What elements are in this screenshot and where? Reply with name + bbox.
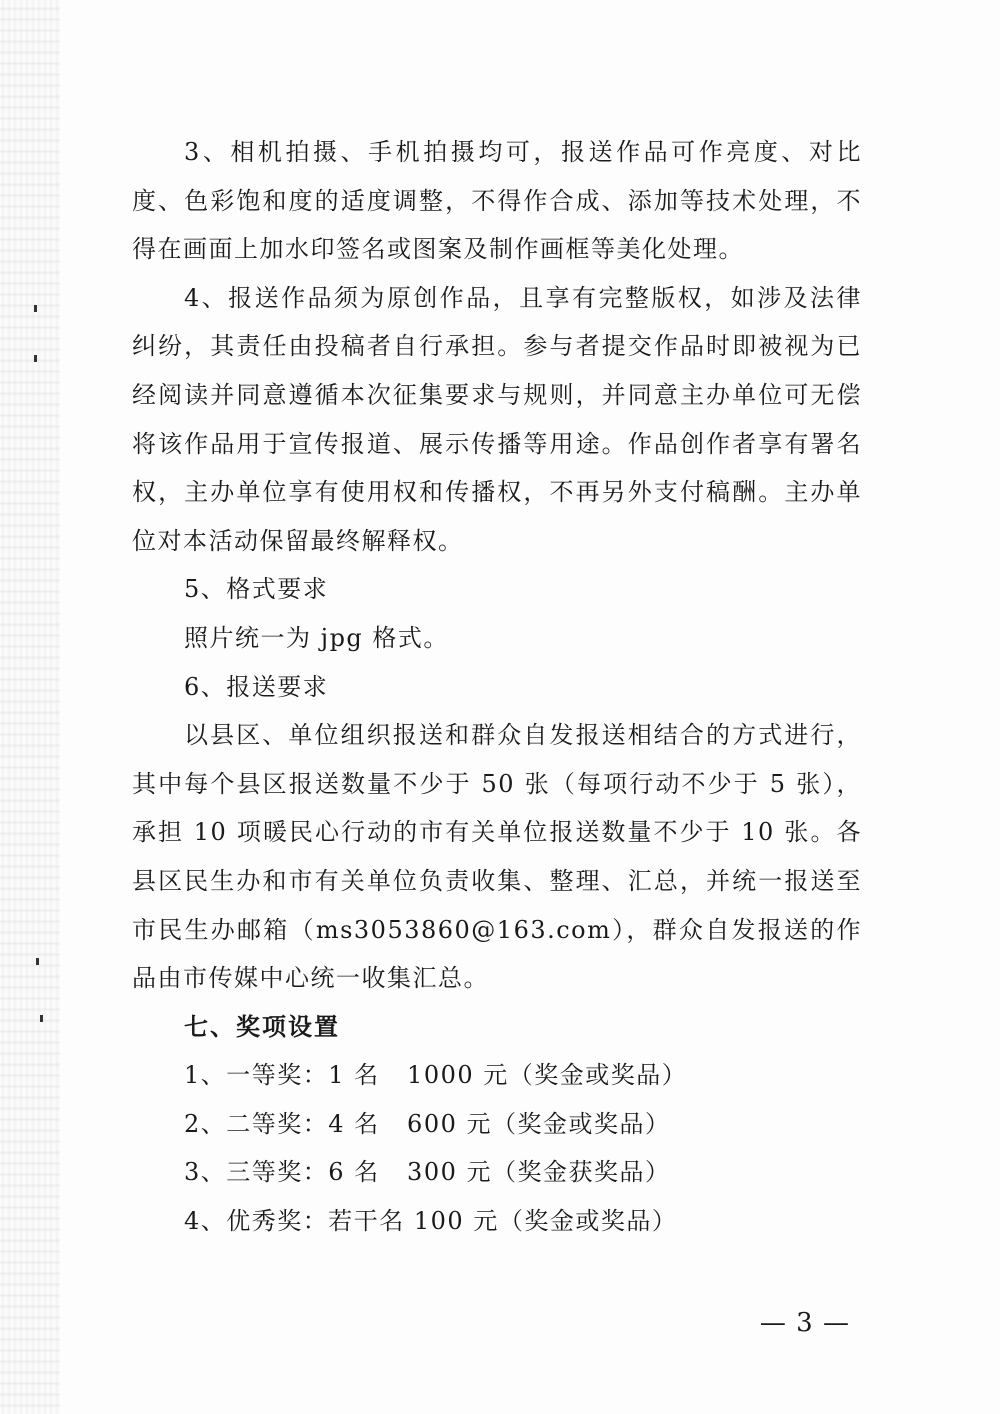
paragraph-item-6-title: 6、报送要求 bbox=[184, 672, 329, 701]
paragraph-item-3: 3、相机拍摄、手机拍摄均可，报送作品可作亮度、对比度、色彩饱和度的适度调整，不得作合成、添加等技术处理，不得在画面上加水印签名或图案及制作画框等美化处理。 bbox=[132, 138, 862, 264]
document-body bbox=[132, 128, 862, 1246]
paragraph-format-text: 照片统一为 jpg 格式。 bbox=[184, 623, 449, 652]
award-first-prize: 1、一等奖：1 名 1000 元（奖金或奖品） bbox=[184, 1061, 688, 1090]
section-heading-awards: 七、奖项设置 bbox=[184, 1011, 340, 1041]
scan-artifact-mark bbox=[34, 305, 37, 312]
scan-artifact-mark bbox=[36, 958, 39, 965]
award-second-prize: 2、二等奖：4 名 600 元（奖金或奖品） bbox=[184, 1109, 671, 1138]
paragraph-item-4: 4、报送作品须为原创作品，且享有完整版权，如涉及法律纠纷，其责任由投稿者自行承担。参与者提交作品时即被视为已经阅读并同意遵循本次征集要求与规则，并同意主办单位可无偿将该作品用于宣传报道、展示传播等用途。作品创作者享有署名权，主办单位享有使用权和传播权，不再另外支付稿酬。主办单位对本活动保留最终解释权。 bbox=[132, 283, 862, 555]
scan-artifact-mark bbox=[40, 1015, 43, 1022]
paragraph-submission-text: 以县区、单位组织报送和群众自发报送相结合的方式进行，其中每个县区报送数量不少于 50 张（每项行动不少于 5 张），承担 10 项暖民心行动的市有关单位报送数量不少于 10 张。各县区民生办和市有关单位负责收集、整理、汇总，并统一报送至市民生办邮箱（ms3053860@163.com），群众自发报送的作品由市传媒中心统一收集汇总。 bbox=[132, 721, 862, 993]
page-number: — 3 — bbox=[759, 1308, 850, 1338]
paragraph-item-5-title: 5、格式要求 bbox=[184, 575, 329, 604]
scan-edge-noise bbox=[0, 0, 60, 1414]
scan-artifact-mark bbox=[34, 355, 37, 362]
awards-list bbox=[132, 1051, 862, 1245]
award-third-prize: 3、三等奖：6 名 300 元（奖金获奖品） bbox=[184, 1158, 671, 1187]
award-excellence-prize: 4、优秀奖：若干名 100 元（奖金或奖品） bbox=[184, 1207, 678, 1236]
